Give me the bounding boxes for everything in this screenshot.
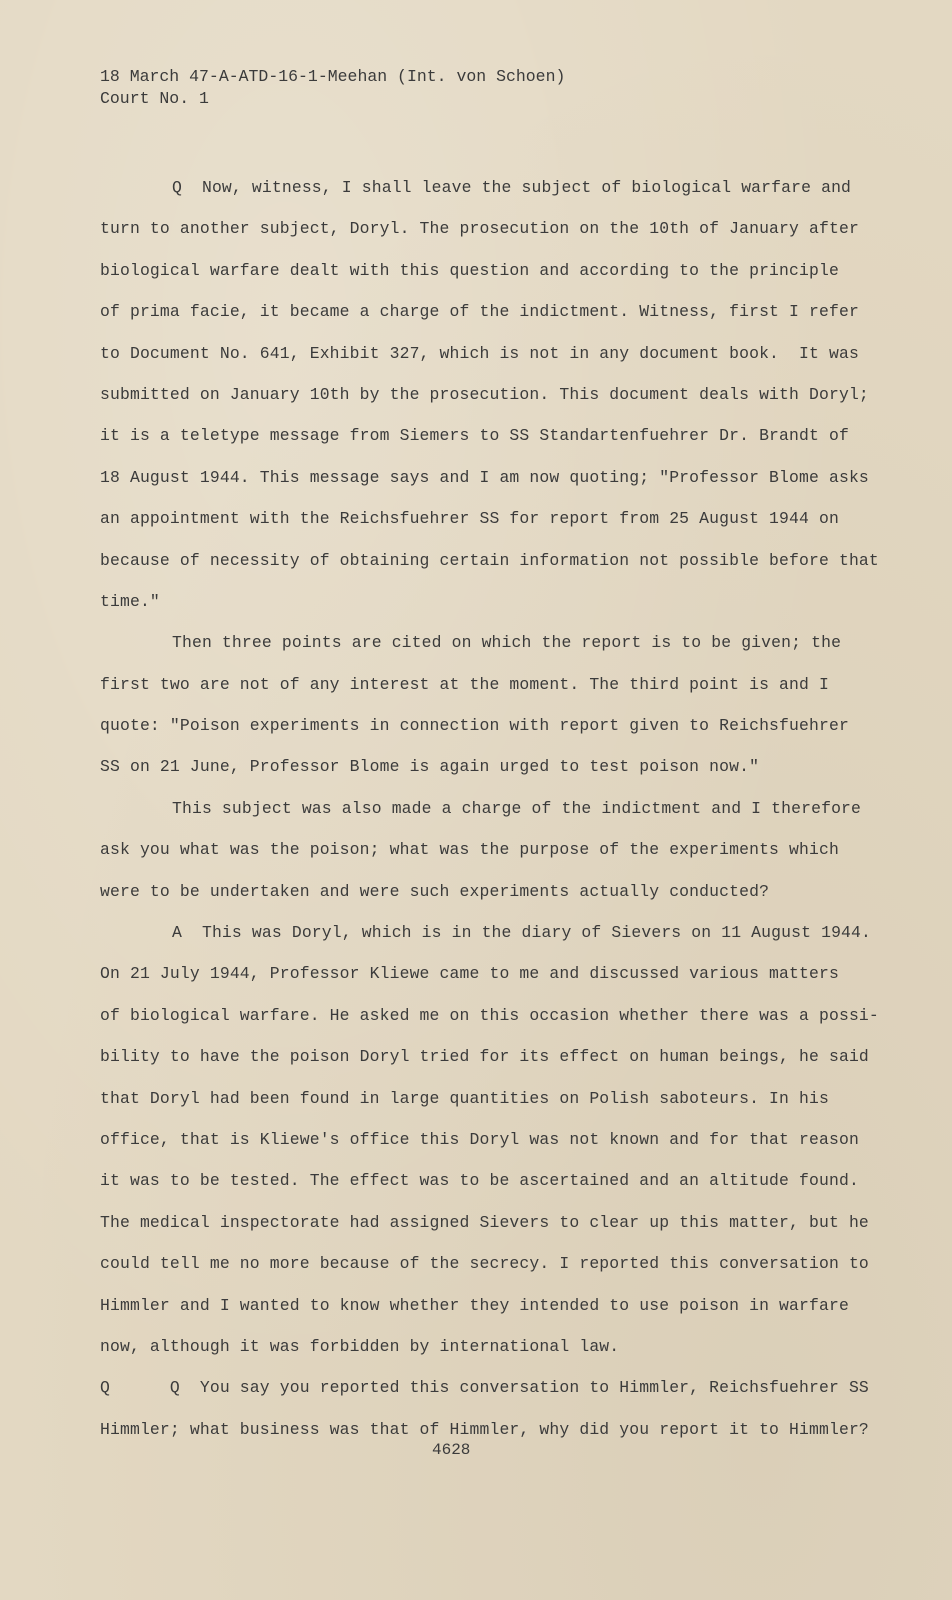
text-line: that Doryl had been found in large quantities on Polish saboteurs. In his (100, 1088, 829, 1108)
text-line: Himmler and I wanted to know whether they intended to use poison in warfare (100, 1295, 849, 1315)
text-line: now, although it was forbidden by international law. (100, 1336, 620, 1356)
text-line: quote: "Poison experiments in connection with report given to Reichsfuehrer (100, 716, 849, 736)
page-number: 4628 (432, 1441, 471, 1459)
text-line: it was to be tested. The effect was to be ascertained and an altitude found. (100, 1171, 859, 1191)
transcript-body (100, 167, 900, 1450)
document-header (100, 66, 565, 110)
text-line: it is a teletype message from Siemers to SS Standartenfuehrer Dr. Brandt of (100, 426, 849, 446)
text-line: SS on 21 June, Professor Blome is again urged to test poison now." (100, 757, 760, 777)
text-line: were to be undertaken and were such experiments actually conducted? (100, 881, 770, 901)
text-line: The medical inspectorate had assigned Sievers to clear up this matter, but he (100, 1212, 869, 1232)
text-line: 18 August 1944. This message says and I am now quoting; "Professor Blome asks (100, 467, 869, 487)
text-line: This subject was also made a charge of the indictment and I therefore (172, 798, 862, 818)
text-line: Himmler; what business was that of Himmler, why did you report it to Himmler? (100, 1419, 869, 1439)
text-line: because of necessity of obtaining certain information not possible before that (100, 550, 879, 570)
text-line: On 21 July 1944, Professor Kliewe came to me and discussed various matters (100, 964, 839, 984)
header-line-2: Court No. 1 (100, 89, 209, 108)
header-line-1: 18 March 47-A-ATD-16-1-Meehan (Int. von Schoen) (100, 67, 566, 86)
text-line: Q Q You say you reported this conversation to Himmler, Reichsfuehrer SS (100, 1378, 869, 1398)
text-line: time." (100, 591, 160, 611)
text-line: office, that is Kliewe's office this Doryl was not known and for that reason (100, 1129, 859, 1149)
text-line: bility to have the poison Doryl tried for its effect on human beings, he said (100, 1047, 869, 1067)
text-line: first two are not of any interest at the moment. The third point is and I (100, 674, 829, 694)
text-line: of biological warfare. He asked me on this occasion whether there was a possi- (100, 1005, 879, 1025)
text-line: Q Now, witness, I shall leave the subject of biological warfare and (172, 178, 852, 197)
text-line: biological warfare dealt with this question and according to the principle (100, 260, 839, 280)
text-line: ask you what was the poison; what was the purpose of the experiments which (100, 840, 839, 860)
text-line: could tell me no more because of the secrecy. I reported this conversation to (100, 1254, 869, 1274)
text-line: to Document No. 641, Exhibit 327, which is not in any document book. It was (100, 343, 859, 363)
text-line: Then three points are cited on which the report is to be given; the (172, 633, 842, 653)
text-line: turn to another subject, Doryl. The prosecution on the 10th of January after (100, 219, 859, 239)
text-line: an appointment with the Reichsfuehrer SS for report from 25 August 1944 on (100, 509, 839, 529)
text-line: A This was Doryl, which is in the diary of Sievers on 11 August 1944. (172, 923, 872, 943)
text-line: submitted on January 10th by the prosecution. This document deals with Doryl; (100, 384, 869, 404)
text-line: of prima facie, it became a charge of the indictment. Witness, first I refer (100, 302, 859, 322)
